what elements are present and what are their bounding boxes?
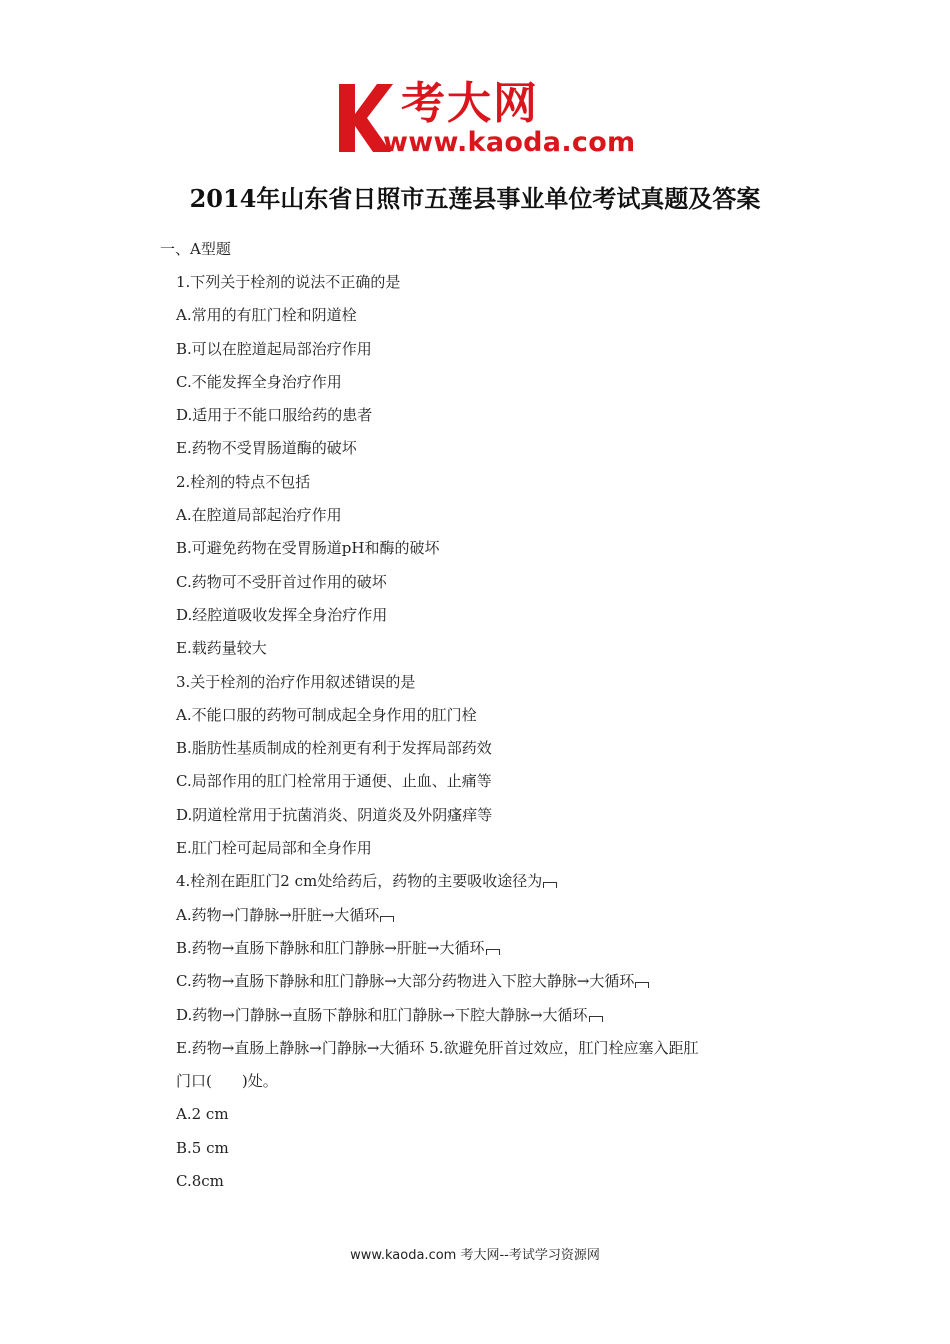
option-text bbox=[176, 737, 776, 770]
line-text: C.不能发挥全身治疗作用 bbox=[176, 372, 342, 391]
option-text bbox=[176, 937, 776, 970]
line-text: B.可以在腔道起局部治疗作用 bbox=[176, 339, 372, 358]
page-footer: www.kaoda.com 考大网--考试学习资源网 bbox=[350, 1248, 600, 1263]
option-text bbox=[176, 904, 776, 937]
line-text: E.肛门栓可起局部和全身作用 bbox=[176, 839, 372, 858]
option-text bbox=[176, 404, 776, 437]
line-text: D.经腔道吸收发挥全身治疗作用 bbox=[176, 605, 388, 624]
option-text bbox=[176, 804, 776, 837]
option-text bbox=[176, 304, 776, 337]
line-text: C.药物可不受肝首过作用的破坏 bbox=[176, 572, 387, 591]
document-title: 2014年山东省日照市五莲县事业单位考试真题及答案 bbox=[189, 184, 761, 213]
line-text: 1.下列关于栓剂的说法不正确的是 bbox=[176, 273, 401, 291]
logo-url-text: www.kaoda.com bbox=[383, 127, 636, 158]
option-text bbox=[176, 537, 776, 570]
line-text: B.药物→直肠下静脉和肛门静脉→肝脏→大循环 bbox=[176, 938, 485, 957]
line-text: D.阴道栓常用于抗菌消炎、阴道炎及外阴瘙痒等 bbox=[176, 805, 493, 824]
option-text bbox=[176, 571, 776, 604]
line-text: 2.栓剂的特点不包括 bbox=[176, 472, 311, 491]
line-text: C.药物→直肠下静脉和肛门静脉→大部分药物进入下腔大静脉→大循环 bbox=[176, 972, 635, 991]
line-text: B.可避免药物在受胃肠道pH和酶的破坏 bbox=[176, 539, 440, 558]
option-text bbox=[176, 371, 776, 404]
line-text: D.适用于不能口服给药的患者 bbox=[176, 406, 373, 425]
option-text bbox=[176, 604, 776, 637]
line-text: B.5 cm bbox=[176, 1138, 229, 1157]
line-text: A.常用的有肛门栓和阴道栓 bbox=[176, 306, 357, 325]
option-text bbox=[176, 338, 776, 371]
option-text bbox=[176, 1137, 776, 1170]
line-text: A.2 cm bbox=[176, 1105, 229, 1124]
line-text: 3.关于栓剂的治疗作用叙述错误的是 bbox=[176, 672, 416, 691]
line-text: E.载药量较大 bbox=[176, 639, 267, 658]
option-text bbox=[176, 1004, 776, 1037]
question-text bbox=[176, 271, 776, 304]
bracket-mark-icon bbox=[380, 916, 394, 922]
question-text bbox=[176, 671, 776, 704]
option-text bbox=[176, 770, 776, 803]
line-text: A.药物→门静脉→肝脏→大循环 bbox=[176, 905, 380, 924]
line-text: A.在腔道局部起治疗作用 bbox=[176, 506, 342, 525]
question-text bbox=[176, 870, 776, 903]
bracket-mark-icon bbox=[635, 982, 649, 988]
question-list bbox=[176, 271, 776, 1203]
option-text bbox=[176, 504, 776, 537]
logo-brand-text: 考大网 bbox=[401, 78, 539, 129]
line-text: 门口( )处。 bbox=[176, 1072, 278, 1091]
line-text: E.药物不受胃肠道酶的破坏 bbox=[176, 439, 357, 458]
section-heading: 一、A型题 bbox=[160, 240, 231, 258]
option-text bbox=[176, 637, 776, 670]
option-text bbox=[176, 1037, 776, 1070]
line-text: 4.栓剂在距肛门2 cm处给药后，药物的主要吸收途径为 bbox=[176, 872, 543, 891]
option-text bbox=[176, 1170, 776, 1203]
option-text bbox=[176, 704, 776, 737]
line-text: C.8cm bbox=[176, 1172, 224, 1191]
line-text: C.局部作用的肛门栓常用于通便、止血、止痛等 bbox=[176, 772, 492, 791]
line-text: E.药物→直肠上静脉→门静脉→大循环 5.欲避免肝首过效应，肛门栓应塞入距肛 bbox=[176, 1038, 699, 1057]
line-text: D.药物→门静脉→直肠下静脉和肛门静脉→下腔大静脉→大循环 bbox=[176, 1005, 588, 1024]
option-text bbox=[176, 837, 776, 870]
bracket-mark-icon bbox=[589, 1016, 603, 1022]
option-text bbox=[176, 1070, 776, 1103]
site-logo bbox=[333, 78, 653, 160]
line-text: A.不能口服的药物可制成起全身作用的肛门栓 bbox=[176, 705, 477, 724]
option-text bbox=[176, 970, 776, 1003]
question-text bbox=[176, 471, 776, 504]
line-text: B.脂肪性基质制成的栓剂更有利于发挥局部药效 bbox=[176, 739, 492, 758]
bracket-mark-icon bbox=[486, 949, 500, 955]
option-text bbox=[176, 1103, 776, 1136]
bracket-mark-icon bbox=[543, 882, 557, 888]
option-text bbox=[176, 437, 776, 470]
